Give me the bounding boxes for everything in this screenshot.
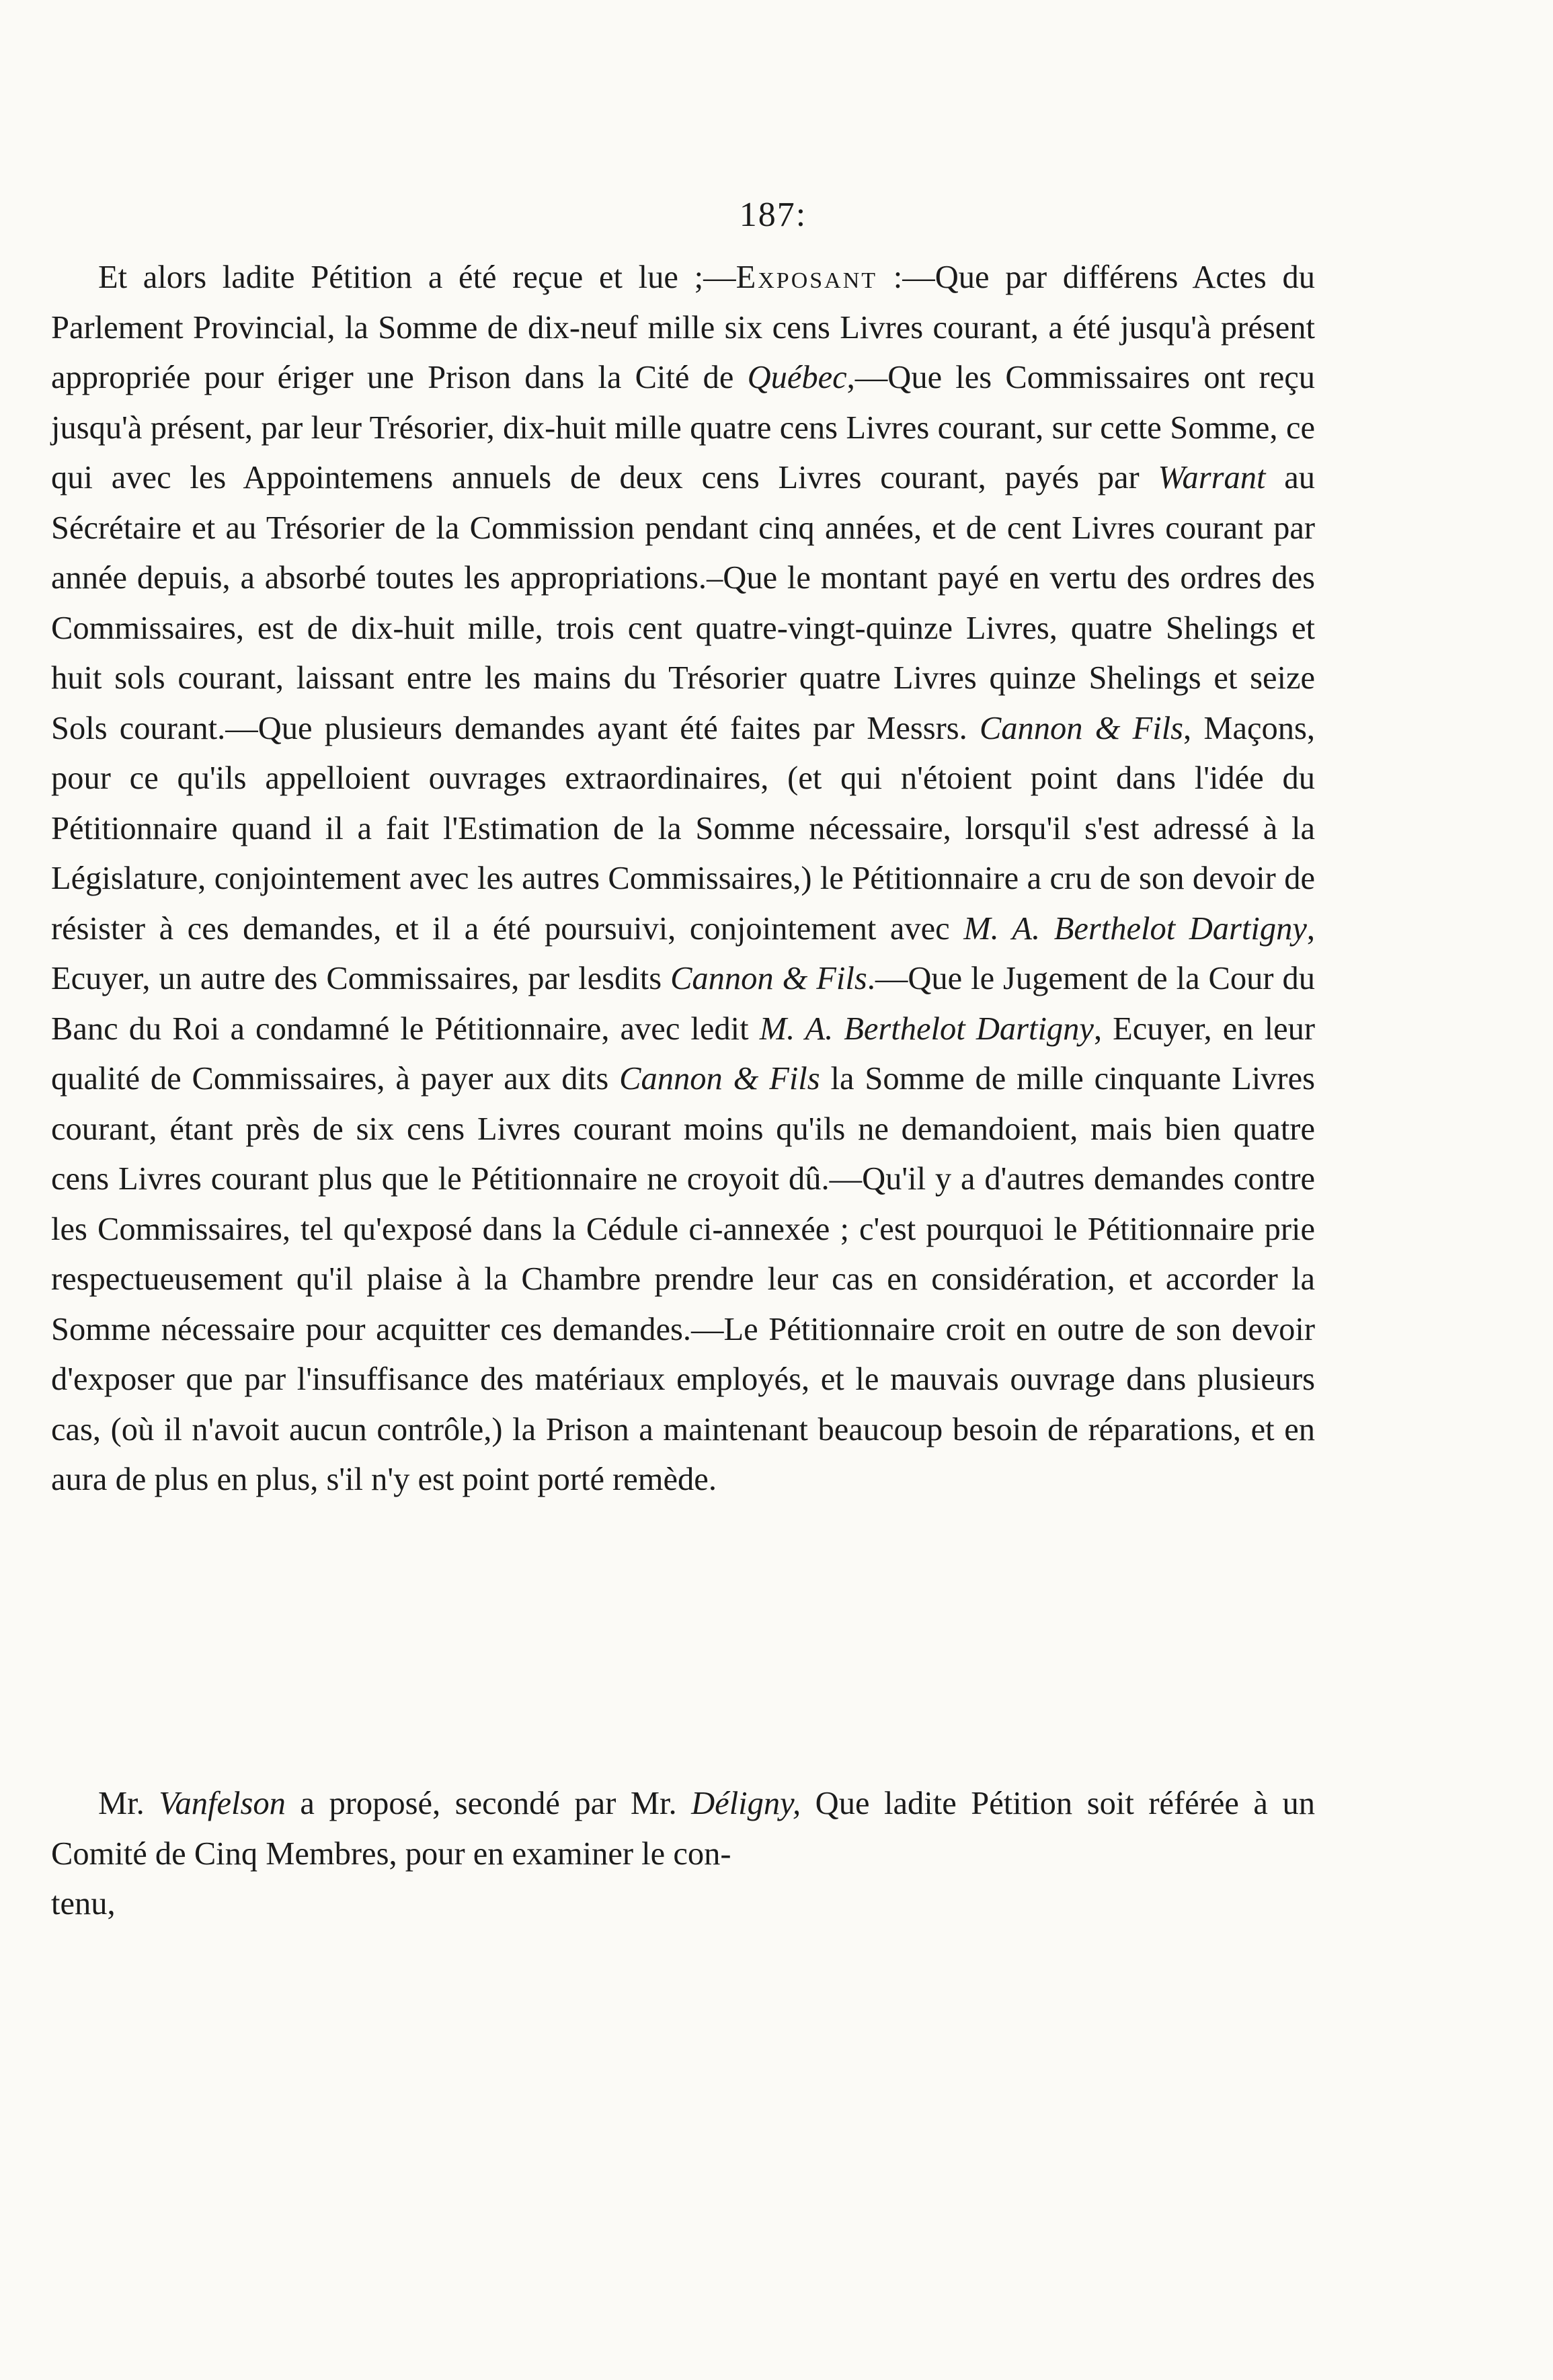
petition-text-4: au Sécrétaire et au Trésorier de la Commission pendant cinq années, et de cent Livres courant par année depuis, a absorbé toutes les appropriations.–Que le montant payé en vertu des ordres des Commissaires, est de dix-huit mille, trois cent quatre-vingt-quinze Livres, quatre Shelings et huit sols courant, laissant entre les mains du Trésorier quatre Livres quinze Shelings et seize Sols courant.—Que plusieurs demandes ayant été faites par Messrs. <box>51 460 1315 746</box>
name-cannon-fils: Cannon & Fils <box>979 710 1184 746</box>
petition-paragraph <box>51 253 1315 1505</box>
motion-text-1: Mr. <box>98 1786 159 1821</box>
petition-text-9: la Somme de mille cinquante Livres courant, étant près de six cens Livres courant moins qu'ils ne demandoient, mais bien quatre cens Livres courant plus que le Pétitionnaire ne croyoit dû.—Qu'il y a d'autres demandes contre les Commissaires, tel qu'exposé dans la Cédule ci-annexée ; c'est pourquoi le Pétitionnaire prie respectueusement qu'il plaise à la Chambre prendre leur cas en considération, et accorder la Somme nécessaire pour acquitter ces demandes.—Le Pétitionnaire croit en outre de son devoir d'exposer que par l'insuffisance des matériaux employés, et le mauvais ouvrage dans plusieurs cas, (où il n'avoit aucun contrôle,) la Prison a maintenant beaucoup besoin de réparations, et en aura de plus en plus, s'il n'y est point porté remède. <box>51 1061 1315 1497</box>
name-vanfelson: Vanfelson <box>159 1786 286 1821</box>
motion-paragraph <box>51 1779 1315 1930</box>
motion-text-3: Que ladite Pétition soit référée à un Comité de Cinq Membres, pour en examiner le con- <box>51 1786 1315 1872</box>
petition-text-8: , Ecuyer, en leur qualité de Commissaires, à payer aux dits <box>51 1010 1315 1097</box>
petition-text-6: , Ecuyer, un autre des Commissaires, par lesdits <box>51 910 1315 996</box>
motion-catchword: tenu, <box>51 1886 116 1921</box>
name-cannon-fils: Cannon & Fils <box>619 1061 820 1097</box>
name-cannon-fils: Cannon & Fils <box>670 961 867 996</box>
name-berthelot-dartigny: M. A. Berthelot Dartigny <box>759 1010 1094 1047</box>
term-warrant: Warrant <box>1158 460 1266 495</box>
petition-text-1: Et alors ladite Pétition a été reçue et lue ;— <box>98 260 736 295</box>
petition-text-5: , Maçons, pour ce qu'ils appelloient ouvrages extraordinaires, (et qui n'étoient point dans l'idée du Pétitionnaire quand il a fait l'Estimation de la Somme nécessaire, lorsqu'il s'est adressé à la Législature, conjointement avec les autres Commissaires,) le Pétitionnaire a cru de son devoir de résister à ces demandes, et il a été poursuivi, conjointement avec <box>51 710 1316 947</box>
place-quebec: Québec <box>747 360 847 395</box>
petition-text-3: ,—Que les Commissaires ont reçu jusqu'à présent, par leur Trésorier, dix-huit mille quatre cens Livres courant, sur cette Somme, ce qui avec les Appointemens annuels de deux cens Livres courant, payés par <box>51 360 1315 495</box>
name-berthelot-dartigny: M. A. Berthelot Dartigny <box>963 910 1307 947</box>
petition-text-2: :—Que par différens Actes du Parlement Provincial, la Somme de dix-neuf mille six cens Livres courant, a été jusqu'à présent appropriée pour ériger une Prison dans la Cité de <box>51 260 1315 395</box>
name-deligny: Déligny, <box>691 1786 801 1821</box>
motion-text-2: a proposé, secondé par Mr. <box>285 1786 692 1821</box>
page-number: 187: <box>739 196 807 234</box>
exposant-heading: Exposant <box>735 260 878 295</box>
petition-text-7: .—Que le Jugement de la Cour du Banc du Roi a condamné le Pétitionnaire, avec ledit <box>51 961 1315 1047</box>
